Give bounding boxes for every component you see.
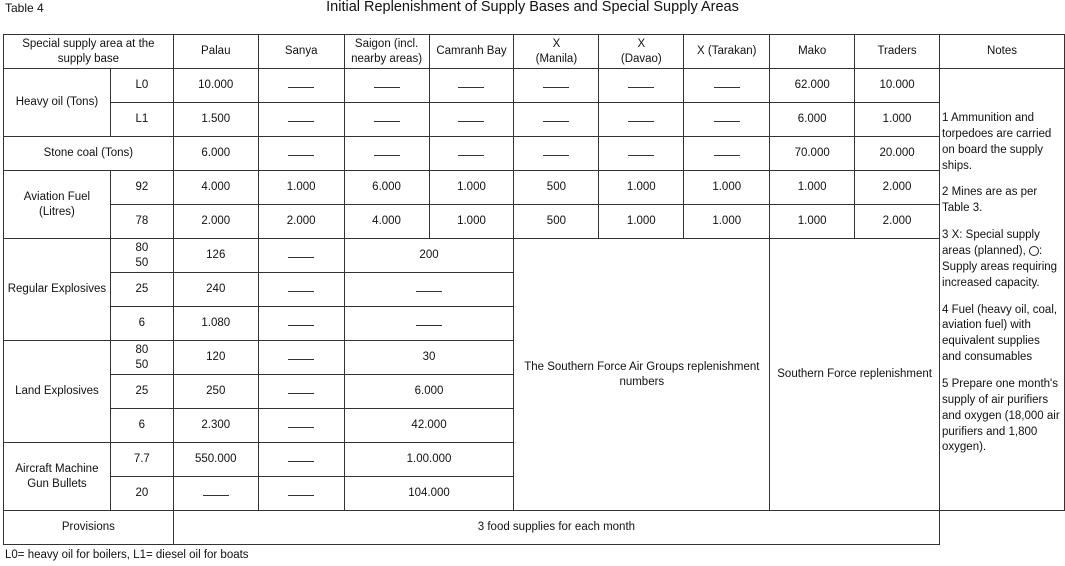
table-cell [684,69,770,103]
table-cell: 1.500 [173,103,258,137]
note-5 [942,377,1062,456]
table-cell: 6.000 [770,103,855,137]
table-cell: 250 [173,375,258,409]
table-cell [258,103,344,137]
note-text: 4 Fuel (heavy oil, coal, aviation fuel) with equivalent supplies and consumables [942,303,1058,364]
table-cell [344,137,429,171]
sub-label: 25 [110,375,173,409]
table-row [4,103,1065,137]
note-4 [942,303,1062,366]
row-label-aircraft-mg: Aircraft Machine Gun Bullets [4,443,111,511]
table-cell [599,69,684,103]
sub-label: L1 [110,103,173,137]
table-cell: 30 [344,341,514,375]
sub-label: 6 [110,307,173,341]
column-header: Traders [855,35,940,69]
table-cell [258,239,344,273]
table-cell: 1.080 [173,307,258,341]
table-cell: 1.000 [770,205,855,239]
blank-line [416,318,442,326]
table-cell: 4.000 [344,205,429,239]
blank-line [288,284,314,292]
blank-line [288,250,314,258]
column-header: Mako [770,35,855,69]
table-cell: 6.000 [173,137,258,171]
sub-label: 80 50 [110,239,173,273]
blank-line [458,114,484,122]
row-label-aviation-fuel: Aviation Fuel (Litres) [4,171,111,239]
blank-line [714,148,740,156]
blank-line [288,148,314,156]
sub-label: L0 [110,69,173,103]
blank-line [374,148,400,156]
table-row [4,511,1065,545]
table-cell: 2.300 [173,409,258,443]
column-header: Palau [173,35,258,69]
note-text: 2 Mines are as per Table 3. [942,186,1038,215]
table-cell: 62.000 [770,69,855,103]
table-cell [258,137,344,171]
note-text: 3 X: Special supply areas (planned), [942,229,1040,258]
table-cell: 1.000 [429,205,514,239]
note-2 [942,185,1062,217]
blank-line [458,148,484,156]
circle-icon [1029,246,1039,256]
table-row [4,137,1065,171]
table-cell: 1.000 [429,171,514,205]
blank-line [374,80,400,88]
column-header: X (Tarakan) [684,35,770,69]
table-cell [344,307,514,341]
table-cell: 1.000 [770,171,855,205]
column-header: Sanya [258,35,344,69]
table-cell: 1.00.000 [344,443,514,477]
southern-air-groups: The Southern Force Air Groups replenishment numbers [514,239,770,511]
table-row [4,35,1065,69]
column-header: Saigon (incl. nearby areas) [344,35,429,69]
table-cell: 2.000 [173,205,258,239]
table-cell: 10.000 [855,69,940,103]
table-cell: 20.000 [855,137,940,171]
table-cell: 10.000 [173,69,258,103]
column-header: X (Davao) [599,35,684,69]
notes-cell [940,69,1065,511]
table-cell: 1.000 [855,103,940,137]
blank-line [288,454,314,462]
table-cell [599,137,684,171]
table-cell: 70.000 [770,137,855,171]
row-label-stone-coal: Stone coal (Tons) [4,137,174,171]
table-cell [514,137,599,171]
row-label-land-explosives: Land Explosives [4,341,111,443]
blank-line [458,80,484,88]
table-cell [258,307,344,341]
table-cell: 1.000 [684,205,770,239]
table-cell: 6.000 [344,375,514,409]
column-header: Camranh Bay [429,35,514,69]
table-cell: 104.000 [344,477,514,511]
blank-line [288,386,314,394]
blank-line [543,114,569,122]
table-cell [429,137,514,171]
header-area: Special supply area at the supply base [4,35,174,69]
table-cell: 126 [173,239,258,273]
sub-label: 7.7 [110,443,173,477]
blank-line [416,284,442,292]
table-cell [258,273,344,307]
sub-label: 6 [110,409,173,443]
table-cell [599,103,684,137]
table-cell: 4.000 [173,171,258,205]
sub-label: 80 50 [110,341,173,375]
table-row [4,171,1065,205]
table-cell: 1.000 [599,205,684,239]
table-cell [258,477,344,511]
table-cell [344,103,429,137]
blank-line [628,80,654,88]
blank-line [203,488,229,496]
sub-label: 20 [110,477,173,511]
supply-table [3,34,1065,545]
table-cell: 2.000 [258,205,344,239]
table-cell [514,103,599,137]
sub-label: 25 [110,273,173,307]
table-cell: 200 [344,239,514,273]
table-cell: 500 [514,171,599,205]
table-cell: 1.000 [599,171,684,205]
header-notes: Notes [940,35,1065,69]
footnote: L0= heavy oil for boilers, L1= diesel oil for boats [5,549,249,561]
table-row [4,205,1065,239]
table-cell: 1.000 [684,171,770,205]
table-row [4,69,1065,103]
blank-line [288,420,314,428]
sub-label: 78 [110,205,173,239]
table-cell [258,375,344,409]
table-cell: 6.000 [344,171,429,205]
note-text: 1 Ammunition and torpedoes are carried on board the supply ships. [942,112,1052,172]
blank-line [288,488,314,496]
table-cell [429,69,514,103]
table-cell: 2.000 [855,205,940,239]
table-cell [258,443,344,477]
row-label-provisions: Provisions [4,511,174,545]
table-cell: 120 [173,341,258,375]
table-cell [514,69,599,103]
note-text: : Supply areas requiring increased capacity. [942,245,1058,289]
table-cell: 42.000 [344,409,514,443]
blank-line [288,318,314,326]
table-cell: 2.000 [855,171,940,205]
blank-line [714,80,740,88]
table-cell [684,103,770,137]
sub-label: 92 [110,171,173,205]
note-1 [942,111,1062,174]
table-cell [429,103,514,137]
row-label-regular-explosives: Regular Explosives [4,239,111,341]
provisions-value: 3 food supplies for each month [173,511,939,545]
note-text: 5 Prepare one month's supply of air purifiers and oxygen (18,000 air purifiers and 1,800 oxygen). [942,378,1060,454]
table-row [4,239,1065,273]
table-cell [173,477,258,511]
note-3 [942,228,1062,291]
table-cell: 550.000 [173,443,258,477]
blank-line [288,352,314,360]
table-cell [258,409,344,443]
blank-line [543,80,569,88]
table-cell [684,137,770,171]
blank-line [543,148,569,156]
table-cell [258,341,344,375]
blank-line [628,114,654,122]
table-label: Table 4 [5,1,44,15]
table-cell: 240 [173,273,258,307]
page-title: Initial Replenishment of Supply Bases and Special Supply Areas [326,0,739,15]
blank-line [714,114,740,122]
blank-line [628,148,654,156]
table-cell [258,69,344,103]
column-header: X (Manila) [514,35,599,69]
southern-force: Southern Force replenishment [770,239,940,511]
table-cell: 500 [514,205,599,239]
table-cell: 1.000 [258,171,344,205]
blank-line [288,114,314,122]
table-cell [344,69,429,103]
blank-line [374,114,400,122]
row-label-heavy-oil: Heavy oil (Tons) [4,69,111,137]
blank-line [288,80,314,88]
table-cell [344,273,514,307]
